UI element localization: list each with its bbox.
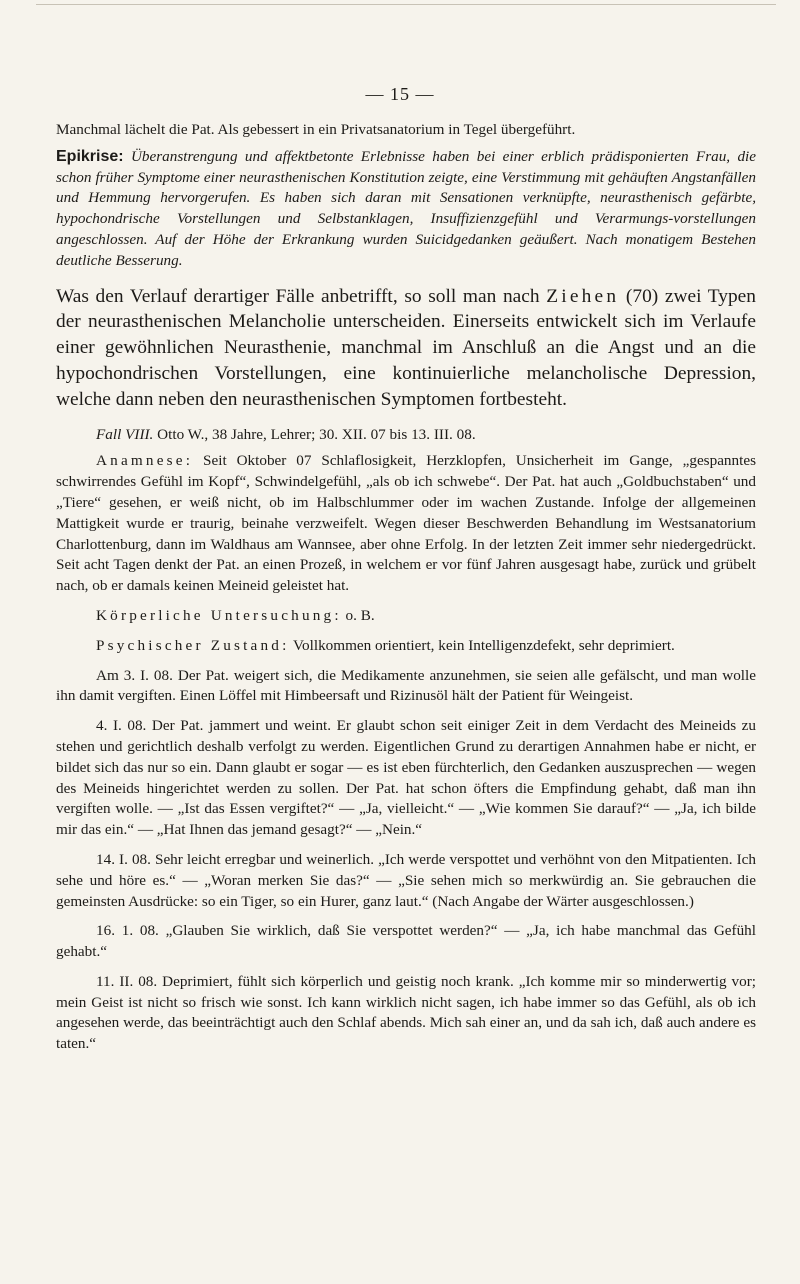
anamnese-paragraph (56, 451, 756, 597)
page-number: — 15 — (365, 84, 435, 104)
koerperlich-label: Körperliche Untersuchung: (96, 606, 342, 624)
psychisch-label: Psychischer Zustand: (96, 636, 290, 654)
case-title: Fall VIII. (96, 425, 154, 443)
epikrise-text: Überanstrengung und affektbetonte Erlebnisse haben bei einer erblich prädisponierten Frau, die schon früher Symptome einer neurasthenischen Konstitution zeigte, eine Verstimmung mit gehäuften Angstanfällen und Hemmung hervorgerufen. Es haben sich daran mit Sensationen verknüpfte, neurasthenisch gefärbte, hypochondrische Vorstellungen und Selbstanklagen, Insuffizienzgefühl und Verarmungs-vorstellungen angeschlossen. Auf der Höhe der Erkrankung wurden Suicidgedanken geäußert. Nach monatigem Bestehen deutliche Besserung. (56, 147, 757, 269)
main-text-after: (70) zwei Typen der neurasthenischen Melancholie unterscheiden. Einerseits entwickelt sich im Verlaufe einer gewöhnlichen Neurasthenie, manchmal im Anschluß an die Angst und an die hypochondrischen Vorstellungen, eine kontinuierliche melancholische Depression, welche dann neben den neurasthenischen Symptomen fortbesteht. (56, 285, 756, 410)
koerperlich-paragraph (56, 606, 756, 627)
entry-paragraph: 11. II. 08. Deprimiert, fühlt sich körperlich und geistig noch krank. „Ich komme mir so minderwertig vor; mein Geist ist nicht so frisch wie sonst. Ich kann wirklich nicht sagen, ich habe immer so das Gefühl, als ob ich angesehen werde, das beeinträchtigt auch den Schlaf abends. Mich sah einer an, und da sah ich, daß auch andere es taten.“ (56, 972, 756, 1053)
entry-paragraph: 4. I. 08. Der Pat. jammert und weint. Er glaubt schon seit einiger Zeit in dem Verdacht des Meineids zu stehen und gerichtlich deshalb verfolgt zu werden. Eigentlichen Grund zu derartigen Annahmen habe er nicht, er bildet sich das nur so ein. Dann glaubt er sogar — es ist eben fürchterlich, den Gedanken auszusprechen — wegen des Meineids hingerichtet werden zu sollen. Der Pat. hat schon öfters die Empfindung gehabt, daß man ihn vergiften wolle. — „Ist das Essen vergiftet?“ — „Ja, vielleicht.“ — „Wie kommen Sie darauf?“ — „Ja, ich bilde mir das ein.“ — „Hat Ihnen das jemand gesagt?“ — „Nein.“ (56, 717, 756, 839)
top-edge-line (36, 4, 776, 5)
entry-paragraph: 14. I. 08. Sehr leicht erregbar und weinerlich. „Ich werde verspottet und verhöhnt von den Mitpatienten. Ich sehe und höre es.“ — „Woran merken Sie das?“ — „Sie sehen mich so merkwürdig an. Sie gebrauchen die gemeinsten Ausdrücke: so ein Tiger, so ein Hurer, ganz laut.“ (Nach Angabe der Wärter ausgeschlossen.) (56, 850, 756, 910)
anamnese-text: Seit Oktober 07 Schlaflosigkeit, Herzklopfen, Unsicherheit im Gange, „gespanntes schwirrendes Gefühl im Kopf“, Schwindelgefühl, „als ob ich schwebe“. Der Pat. hat auch „Goldbuchstaben“ und „Tiere“ gesehen, er weiß nicht, ob im Halbschlummer oder im wachen Zustande. Infolge der allgemeinen Mattigkeit wurde er traurig, beinahe verzweifelt. Wegen dieser Beschwerden Behandlung im Westsanatorium Charlottenburg, dann im Waldhaus am Wannsee, aber ohne Erfolg. In der letzten Zeit immer sehr niedergedrückt. Seit acht Tagen denkt der Pat. an einen Prozeß, in welchem er vor fünf Jahren ausgesagt habe, zurück und grübelt nach, ob er damals keinen Meineid geleistet hat. (56, 452, 756, 595)
intro-paragraph: Manchmal lächelt die Pat. Als gebessert in ein Privatsanatorium in Tegel übergeführt. (56, 121, 576, 138)
anamnese-label: Anamnese: (96, 452, 194, 470)
case-details: Otto W., 38 Jahre, Lehrer; 30. XII. 07 bis 13. III. 08. (153, 425, 476, 443)
koerperlich-text: o. B. (341, 606, 375, 624)
case-heading (56, 425, 756, 446)
psychisch-text: Vollkommen orientiert, kein Intelligenzdefekt, sehr deprimiert. (289, 636, 675, 654)
epikrise-paragraph (56, 147, 756, 272)
psychisch-paragraph (56, 636, 756, 657)
main-text-before: Was den Verlauf derartiger Fälle anbetrifft, so soll man nach (56, 285, 547, 307)
epikrise-label: Epikrise: (56, 147, 124, 165)
entry-paragraph: 16. 1. 08. „Glauben Sie wirklich, daß Sie verspottet werden?“ — „Ja, ich habe manchmal das Gefühl gehabt.“ (56, 922, 756, 961)
page-content (56, 120, 756, 1055)
entry-paragraph: Am 3. I. 08. Der Pat. weigert sich, die Medikamente anzunehmen, sie seien alle gefälscht, und man wolle ihn damit vergiften. Einen Löffel mit Himbeersaft und Rizinusöl hält der Patient für Weingeist. (56, 666, 756, 705)
main-paragraph (56, 284, 756, 413)
author-name: Ziehen (546, 285, 620, 307)
